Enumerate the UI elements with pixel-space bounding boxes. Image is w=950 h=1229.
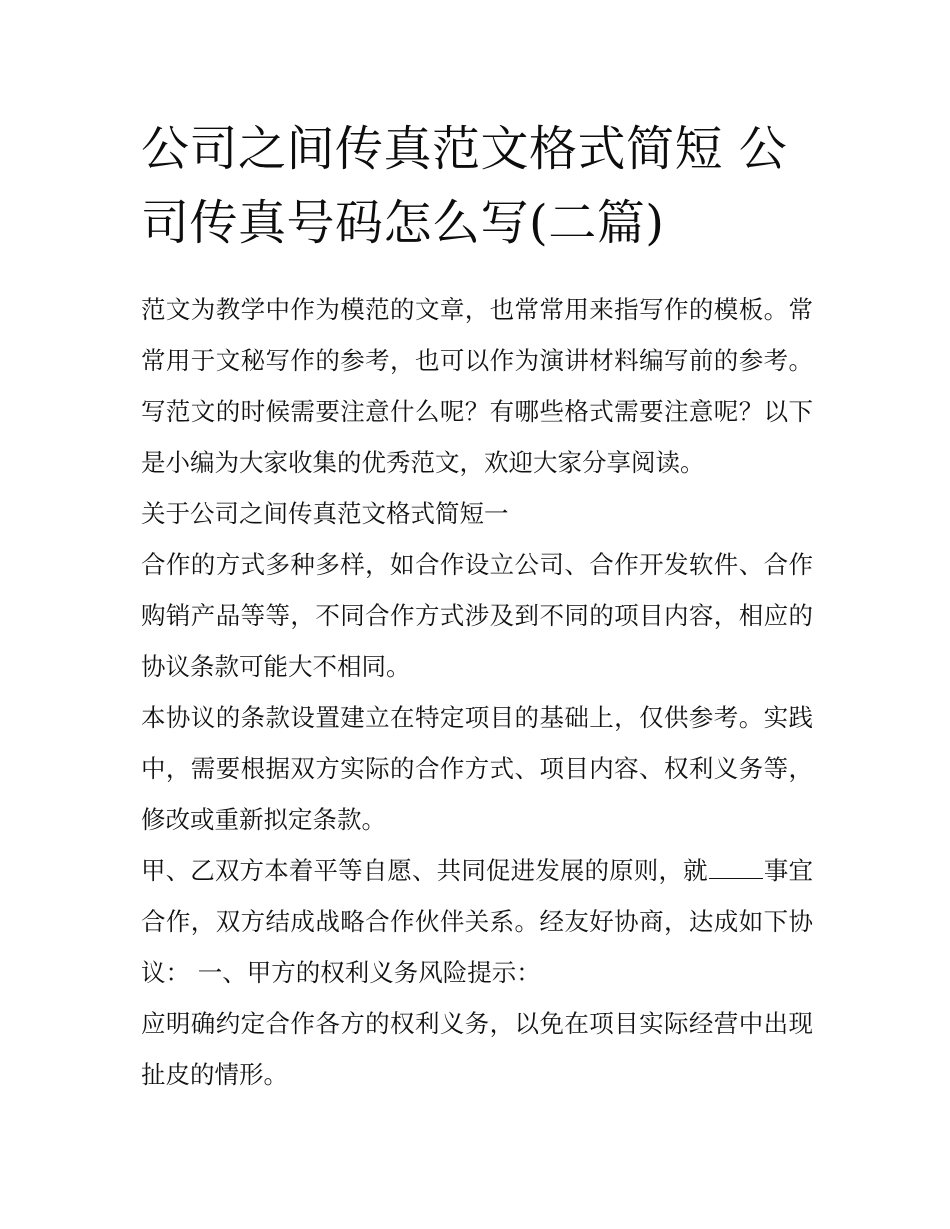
fill-in-blank — [709, 856, 763, 879]
intro-paragraph: 范文为教学中作为模范的文章，也常常用来指写作的模板。常常用于文秘写作的参考，也可以作为演讲材料编写前的参考。写范文的时候需要注意什么呢？有哪些格式需要注意呢？以下是小编为大家收集的优秀范文，欢迎大家分享阅读。 — [141, 295, 813, 477]
agreement-text-before-blank: 甲、乙双方本着平等自愿、共同促进发展的原则，就 — [141, 856, 708, 885]
clause-note-paragraph: 本协议的条款设置建立在特定项目的基础上，仅供参考。实践中，需要根据双方实际的合作方式、项目内容、权利义务等，修改或重新拟定条款。 — [141, 703, 813, 834]
agreement-text-after-blank: 事宜合作，双方结成战略合作伙伴关系。经友好协商，达成如下协议： 一、甲方的权利义务风险提示： — [141, 856, 813, 987]
document-content — [141, 112, 813, 1100]
cooperation-methods-paragraph: 合作的方式多种多样，如合作设立公司、合作开发软件、合作购销产品等等，不同合作方式涉及到不同的项目内容，相应的协议条款可能大不相同。 — [141, 550, 813, 681]
agreement-paragraph — [141, 845, 813, 998]
rights-obligations-paragraph: 应明确约定合作各方的权利义务，以免在项目实际经营中出现扯皮的情形。 — [141, 1009, 813, 1089]
document-body — [141, 284, 813, 1100]
document-title: 公司之间传真范文格式简短 公司传真号码怎么写(二篇) — [141, 121, 788, 251]
section-heading: 关于公司之间传真范文格式简短一 — [141, 499, 509, 528]
